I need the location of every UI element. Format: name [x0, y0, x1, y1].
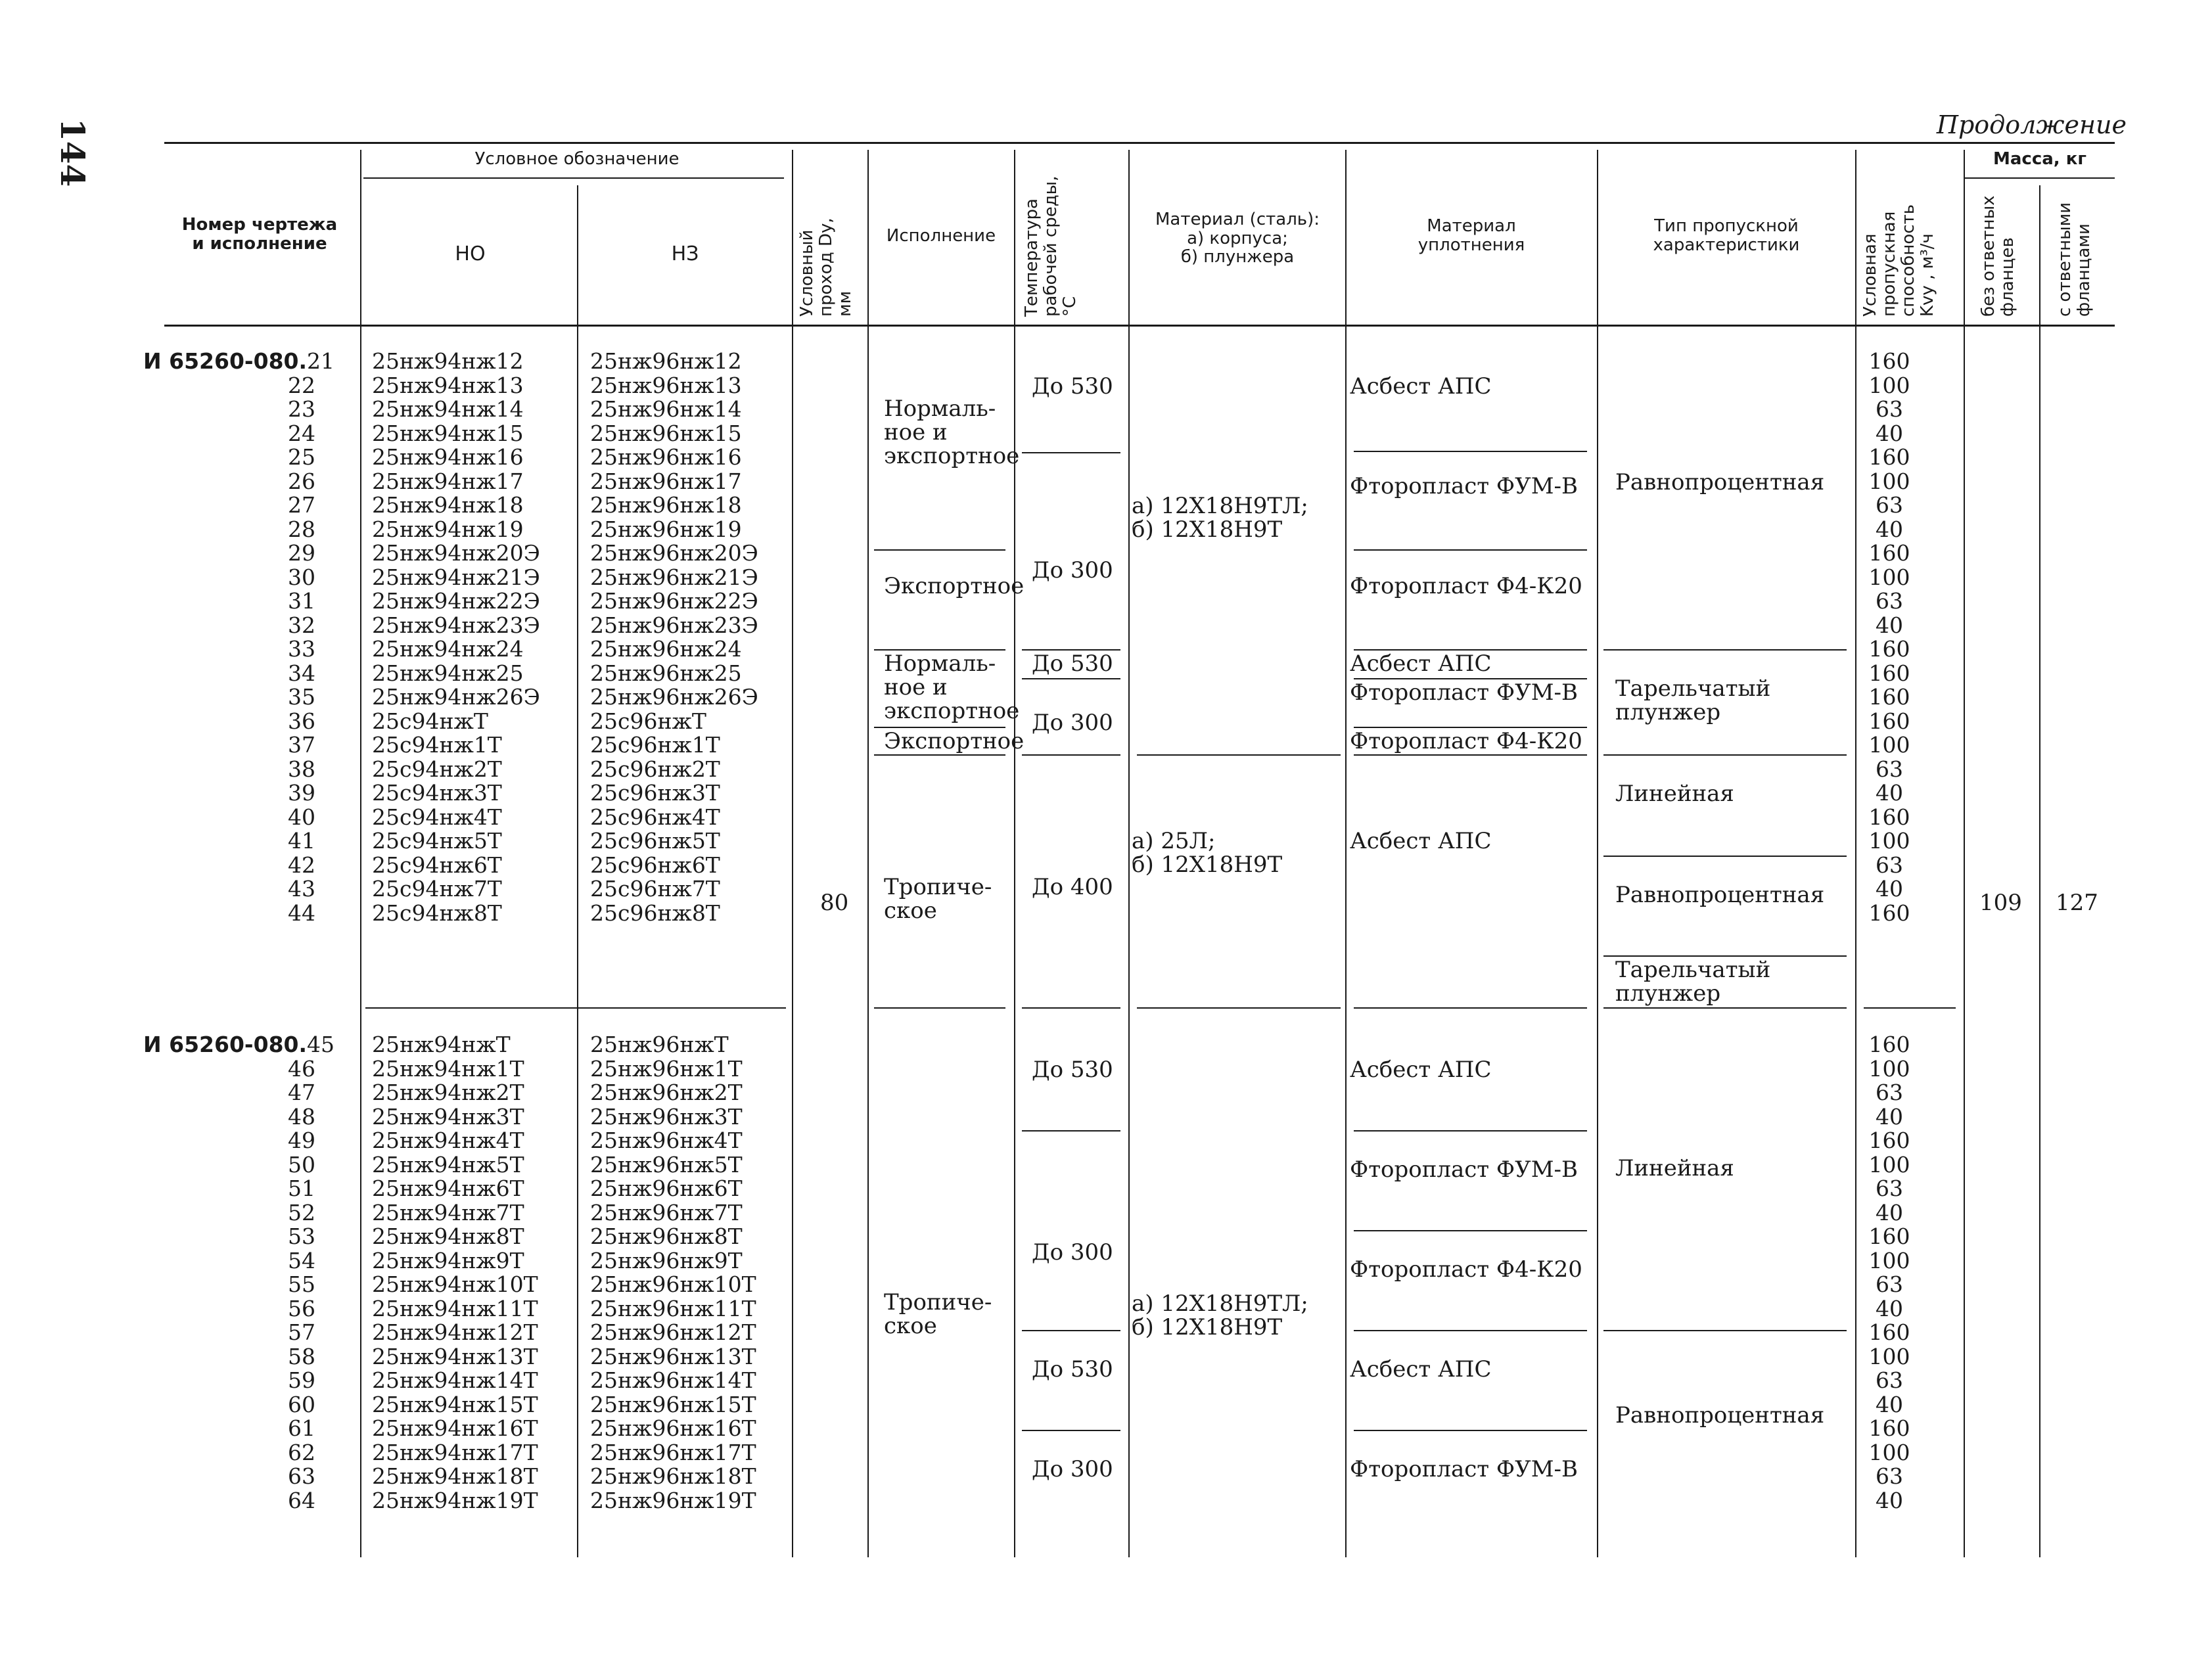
- table-cell: 25нж96нжТ: [590, 1032, 729, 1057]
- table-cell: 100: [1868, 1247, 1910, 1273]
- table-cell: 25нж94нж12: [372, 348, 524, 374]
- block2-drawing-refs: [143, 1032, 335, 1513]
- table-cell: 25с94нж5Т: [372, 828, 502, 854]
- table-cell: 25нж96нж11Т: [590, 1295, 756, 1321]
- material-3: а) 12Х18Н9ТЛ; б) 12Х18Н9Т: [1132, 1291, 1308, 1340]
- table-cell: 160: [1868, 444, 1910, 470]
- table-cell: 25нж96нж12Т: [590, 1319, 756, 1345]
- table-cell: 25нж96нж3Т: [590, 1103, 743, 1130]
- list-item: 55: [288, 1271, 315, 1297]
- header-version: Исполнение: [886, 226, 996, 246]
- table-cell: 25нж94нж7Т: [372, 1199, 524, 1225]
- table-cell: 63: [1876, 588, 1903, 614]
- block1-nz-column: [590, 350, 758, 925]
- table-cell: 25нж96нж13: [590, 372, 742, 398]
- table-cell: 25нж96нж21Э: [590, 564, 758, 590]
- table-cell: 25нж94нж12Т: [372, 1319, 538, 1345]
- table-cell: 63: [1876, 396, 1903, 422]
- version-export-2: Экспортное: [884, 728, 1025, 754]
- seal-asbestos-2: Асбест АПС: [1350, 651, 1492, 677]
- list-item: 60: [288, 1391, 315, 1417]
- char-disc-plunger: Тарельчатый плунжер: [1615, 675, 1771, 725]
- continuation-label: Продолжение: [1936, 110, 2127, 139]
- nominal-diameter-value: 80: [820, 890, 849, 916]
- table-cell: 25с94нж8Т: [372, 900, 502, 926]
- list-item: 64: [288, 1487, 315, 1513]
- temperature-300-3: До 300: [1032, 1239, 1113, 1266]
- table-cell: 25нж94нж5Т: [372, 1151, 524, 1177]
- table-cell: 25нж94нж19: [372, 516, 524, 542]
- table-cell: 100: [1868, 1343, 1910, 1369]
- table-cell: 25нж94нж4Т: [372, 1128, 524, 1153]
- table-cell: 25с96нж1Т: [590, 732, 720, 758]
- list-item: 34: [288, 660, 315, 686]
- table-cell: 160: [1868, 1223, 1910, 1249]
- list-item: 50: [288, 1151, 315, 1177]
- temperature-300-2: До 300: [1032, 710, 1113, 736]
- list-item: 30: [288, 564, 315, 590]
- seal-asbestos-5: Асбест АПС: [1350, 1356, 1492, 1383]
- material-2: а) 25Л; б) 12Х18Н9Т: [1132, 828, 1283, 878]
- list-item: 24: [288, 420, 315, 446]
- table-cell: 63: [1876, 1176, 1903, 1201]
- table-cell: 40: [1876, 1103, 1903, 1130]
- page-number: 144: [53, 118, 92, 187]
- table-cell: 25нж96нж18: [590, 492, 742, 518]
- block1-drawing-refs: [143, 348, 335, 926]
- table-cell: 63: [1876, 1367, 1903, 1393]
- header-nz: НЗ: [671, 242, 699, 265]
- table-cell: 25нж96нж13Т: [590, 1343, 756, 1369]
- table-cell: 160: [1868, 804, 1910, 830]
- block2-first-ref: И 65260-080.45: [143, 1032, 335, 1057]
- table-cell: 100: [1868, 1055, 1910, 1082]
- seal-asbestos-3: Асбест АПС: [1350, 828, 1492, 854]
- table-cell: 25нж94нж13Т: [372, 1343, 538, 1369]
- table-cell: 25нж96нж5Т: [590, 1151, 743, 1177]
- table-cell: 40: [1876, 516, 1903, 542]
- table-cell: 25нж96нж14Т: [590, 1367, 756, 1393]
- table-cell: 25нж96нж6Т: [590, 1176, 743, 1201]
- mass-without-flanges-value: 109: [1979, 890, 2022, 916]
- list-item: 41: [288, 828, 315, 854]
- temperature-300: До 300: [1032, 557, 1113, 583]
- table-cell: 25с94нж4Т: [372, 804, 502, 830]
- temperature-300-4: До 300: [1032, 1456, 1113, 1482]
- list-item: 54: [288, 1247, 315, 1273]
- table-cell: 25нж94нж15: [372, 420, 524, 446]
- table-cell: 25нж94нж22Э: [372, 588, 540, 614]
- table-cell: 25нж96нж22Э: [590, 588, 758, 614]
- seal-ptfe-fum-3: Фторопласт ФУМ-В: [1350, 1156, 1578, 1183]
- char-equal-percentage-2: Равнопроцентная: [1615, 882, 1825, 908]
- table-cell: 25нж96нж15Т: [590, 1391, 756, 1417]
- char-linear-2: Линейная: [1615, 1155, 1734, 1181]
- header-seal-material: Материал уплотнения: [1417, 216, 1525, 255]
- version-normal-export-2: Нормаль- ное и экспортное: [884, 651, 1020, 724]
- seal-asbestos: Асбест АПС: [1350, 373, 1492, 400]
- table-cell: 25нж94нж19Т: [372, 1487, 538, 1513]
- table-cell: 160: [1868, 1319, 1910, 1345]
- table-cell: 25нж96нж23Э: [590, 612, 758, 638]
- list-item: 39: [288, 780, 315, 806]
- table-cell: 63: [1876, 852, 1903, 878]
- header-drawing-number: Номер чертежа и исполнение: [181, 215, 338, 254]
- list-item: 28: [288, 516, 315, 542]
- table-cell: 25с96нж6Т: [590, 852, 720, 878]
- table-cell: 25с96нж3Т: [590, 780, 720, 806]
- list-item: 44: [288, 900, 315, 926]
- table-cell: 25нж96нж10Т: [590, 1271, 756, 1297]
- table-cell: 25с96нж4Т: [590, 804, 720, 830]
- table-cell: 25нж96нж12: [590, 348, 742, 374]
- block1-kv-column: [1853, 350, 1925, 925]
- table-cell: 100: [1868, 1439, 1910, 1465]
- table-cell: 100: [1868, 732, 1910, 758]
- list-item: 26: [288, 468, 315, 494]
- list-item: 49: [288, 1128, 315, 1153]
- list-item: 31: [288, 588, 315, 614]
- table-cell: 25нж96нж20Э: [590, 540, 758, 566]
- table-cell: 63: [1876, 1080, 1903, 1105]
- table-cell: 25с94нж2Т: [372, 756, 502, 782]
- table-cell: 40: [1876, 780, 1903, 806]
- table-cell: 25нж96нж24: [590, 636, 742, 662]
- table-cell: 40: [1876, 1199, 1903, 1225]
- table-cell: 25нж94нж2Т: [372, 1080, 524, 1105]
- table-cell: 25нж96нж8Т: [590, 1223, 743, 1249]
- version-normal-export: Нормаль- ное и экспортное: [884, 396, 1020, 469]
- material-1: а) 12Х18Н9ТЛ; б) 12Х18Н9Т: [1132, 493, 1308, 543]
- table-cell: 25нж94нж23Э: [372, 612, 540, 638]
- table-cell: 25нж94нж14: [372, 396, 524, 422]
- temperature-530-4: До 530: [1032, 1356, 1113, 1383]
- table-cell: 100: [1868, 1151, 1910, 1177]
- seal-ptfe-fum-2: Фторопласт ФУМ-В: [1350, 679, 1578, 706]
- table-cell: 25нж96нж2Т: [590, 1080, 743, 1105]
- block2-kv-column: [1853, 1033, 1925, 1513]
- table-cell: 25нж96нж19Т: [590, 1487, 756, 1513]
- table-cell: 63: [1876, 492, 1903, 518]
- temperature-400: До 400: [1032, 874, 1113, 900]
- table-cell: 160: [1868, 1032, 1910, 1057]
- table-cell: 25нж96нж7Т: [590, 1199, 743, 1225]
- table-cell: 25нж94нж10Т: [372, 1271, 538, 1297]
- version-tropical-2: Тропиче- ское: [884, 1289, 992, 1339]
- char-equal-percentage: Равнопроцентная: [1615, 469, 1825, 495]
- table-cell: 63: [1876, 1271, 1903, 1297]
- table-cell: 25нж96нж16: [590, 444, 742, 470]
- table-cell: 160: [1868, 1128, 1910, 1153]
- header-nominal-diameter: Условный проход Dу, мм: [797, 217, 856, 317]
- table-cell: 25нж94нж8Т: [372, 1223, 524, 1249]
- seal-ptfe-fum: Фторопласт ФУМ-В: [1350, 473, 1578, 499]
- table-cell: 40: [1876, 1487, 1903, 1513]
- header-no: НО: [455, 242, 486, 265]
- seal-ptfe-fum-4: Фторопласт ФУМ-В: [1350, 1456, 1578, 1482]
- table-cell: 160: [1868, 660, 1910, 686]
- table-cell: 40: [1876, 612, 1903, 638]
- header-temperature: Температура рабочей среды, °С: [1022, 175, 1080, 317]
- table-cell: 25нж94нж24: [372, 636, 524, 662]
- table-cell: 63: [1876, 756, 1903, 782]
- table-cell: 25нж94нж17Т: [372, 1439, 538, 1465]
- list-item: 58: [288, 1343, 315, 1369]
- list-item: 27: [288, 492, 315, 518]
- table-cell: 25нж94нж14Т: [372, 1367, 538, 1393]
- table-cell: 25нж94нж15Т: [372, 1391, 538, 1417]
- table-cell: 25нж94нж6Т: [372, 1176, 524, 1201]
- list-item: 53: [288, 1223, 315, 1249]
- table-cell: 25нж94нж16: [372, 444, 524, 470]
- table-cell: 100: [1868, 372, 1910, 398]
- table-cell: 25с94нжТ: [372, 708, 488, 734]
- table-cell: 40: [1876, 420, 1903, 446]
- table-cell: 25нж94нж1Т: [372, 1055, 524, 1082]
- list-item: 52: [288, 1199, 315, 1225]
- table-cell: 25нж94нж21Э: [372, 564, 540, 590]
- block1-first-ref: И 65260-080.21: [143, 348, 335, 374]
- list-item: 40: [288, 804, 315, 830]
- table-cell: 160: [1868, 540, 1910, 566]
- list-item: 57: [288, 1319, 315, 1345]
- list-item: 33: [288, 636, 315, 662]
- table-cell: 25нж96нж17: [590, 468, 742, 494]
- list-item: 35: [288, 684, 315, 710]
- block2-nz-column: [590, 1033, 756, 1513]
- seal-ptfe-f4-3: Фторопласт Ф4-К20: [1350, 1256, 1582, 1283]
- seal-ptfe-f4-2: Фторопласт Ф4-К20: [1350, 728, 1582, 754]
- table-cell: 160: [1868, 684, 1910, 710]
- table-cell: 160: [1868, 900, 1910, 926]
- table-cell: 25нж96нж16Т: [590, 1415, 756, 1441]
- block2-no-column: [372, 1033, 538, 1513]
- table-cell: 25нж94нж16Т: [372, 1415, 538, 1441]
- table-cell: 160: [1868, 636, 1910, 662]
- table-cell: 160: [1868, 348, 1910, 374]
- table-cell: 25нж94нж11Т: [372, 1295, 538, 1321]
- temperature-530: До 530: [1032, 373, 1113, 400]
- table-cell: 25с94нж3Т: [372, 780, 502, 806]
- char-equal-percentage-3: Равнопроцентная: [1615, 1402, 1825, 1429]
- table-cell: 25нж96нж17Т: [590, 1439, 756, 1465]
- block1-no-column: [372, 350, 540, 925]
- header-kv: Условная пропускная способность Kvу , м³/ч: [1860, 204, 1938, 317]
- table-cell: 25нж94нж13: [372, 372, 524, 398]
- table-cell: 25нж96нж25: [590, 660, 742, 686]
- list-item: 62: [288, 1439, 315, 1465]
- header-characteristic-type: Тип пропускной характеристики: [1653, 216, 1800, 255]
- table-cell: 25нж94нж18: [372, 492, 524, 518]
- table-cell: 100: [1868, 828, 1910, 854]
- version-export: Экспортное: [884, 573, 1025, 599]
- header-material: Материал (сталь): а) корпуса; б) плунжера: [1155, 210, 1320, 267]
- table-cell: 25с96нж5Т: [590, 828, 720, 854]
- list-item: 61: [288, 1415, 315, 1441]
- table-cell: 100: [1868, 468, 1910, 494]
- table-cell: 25нж94нж25: [372, 660, 524, 686]
- version-tropical: Тропиче- ское: [884, 874, 992, 924]
- table-cell: 160: [1868, 708, 1910, 734]
- table-cell: 25нж94нж18Т: [372, 1463, 538, 1489]
- mass-with-flanges-value: 127: [2056, 890, 2098, 916]
- seal-ptfe-f4: Фторопласт Ф4-К20: [1350, 573, 1582, 599]
- list-item: 63: [288, 1463, 315, 1489]
- table-cell: 25нж94нж26Э: [372, 684, 540, 710]
- list-item: 37: [288, 732, 315, 758]
- table-cell: 25с96нж2Т: [590, 756, 720, 782]
- table-cell: 25нж96нж9Т: [590, 1247, 743, 1273]
- seal-asbestos-4: Асбест АПС: [1350, 1057, 1492, 1083]
- list-item: 38: [288, 756, 315, 782]
- temperature-530-2: До 530: [1032, 651, 1113, 677]
- header-mass-with-flanges: с ответными фланцами: [2055, 202, 2094, 317]
- table-cell: 40: [1876, 1391, 1903, 1417]
- table-cell: 25с96нжТ: [590, 708, 706, 734]
- list-item: 59: [288, 1367, 315, 1393]
- temperature-530-3: До 530: [1032, 1057, 1113, 1083]
- list-item: 56: [288, 1295, 315, 1321]
- table-cell: 40: [1876, 1295, 1903, 1321]
- list-item: 25: [288, 444, 315, 470]
- list-item: 43: [288, 876, 315, 902]
- list-item: 22: [288, 372, 315, 398]
- table-cell: 160: [1868, 1415, 1910, 1441]
- list-item: 32: [288, 612, 315, 638]
- table-cell: 25нж96нж26Э: [590, 684, 758, 710]
- table-cell: 25нж96нж14: [590, 396, 742, 422]
- table-cell: 25с96нж7Т: [590, 876, 720, 902]
- list-item: 48: [288, 1103, 315, 1130]
- table-cell: 25нж94нж17: [372, 468, 524, 494]
- table-cell: 25нж96нж18Т: [590, 1463, 756, 1489]
- table-cell: 25нж96нж19: [590, 516, 742, 542]
- header-mass: Масса, кг: [1993, 149, 2086, 169]
- table-cell: 25нж94нжТ: [372, 1032, 511, 1057]
- list-item: 47: [288, 1080, 315, 1105]
- table-cell: 25с96нж8Т: [590, 900, 720, 926]
- table-cell: 25нж94нж9Т: [372, 1247, 524, 1273]
- table-cell: 25нж96нж15: [590, 420, 742, 446]
- header-designation: Условное обозначение: [474, 149, 680, 169]
- table-cell: 25с94нж7Т: [372, 876, 502, 902]
- table-cell: 25нж96нж1Т: [590, 1055, 743, 1082]
- table-cell: 100: [1868, 564, 1910, 590]
- list-item: 29: [288, 540, 315, 566]
- table-cell: 25нж94нж20Э: [372, 540, 540, 566]
- table-cell: 25с94нж1Т: [372, 732, 502, 758]
- table-cell: 40: [1876, 876, 1903, 902]
- table-cell: 25с94нж6Т: [372, 852, 502, 878]
- list-item: 46: [288, 1055, 315, 1082]
- table-cell: 25нж94нж3Т: [372, 1103, 524, 1130]
- table-cell: 63: [1876, 1463, 1903, 1489]
- list-item: 42: [288, 852, 315, 878]
- char-disc-plunger-2: Тарельчатый плунжер: [1615, 957, 1771, 1007]
- list-item: 36: [288, 708, 315, 734]
- table-cell: 25нж96нж4Т: [590, 1128, 743, 1153]
- list-item: 51: [288, 1176, 315, 1201]
- char-linear: Линейная: [1615, 781, 1734, 807]
- list-item: 23: [288, 396, 315, 422]
- header-mass-without-flanges: без ответных фланцев: [1979, 195, 2018, 317]
